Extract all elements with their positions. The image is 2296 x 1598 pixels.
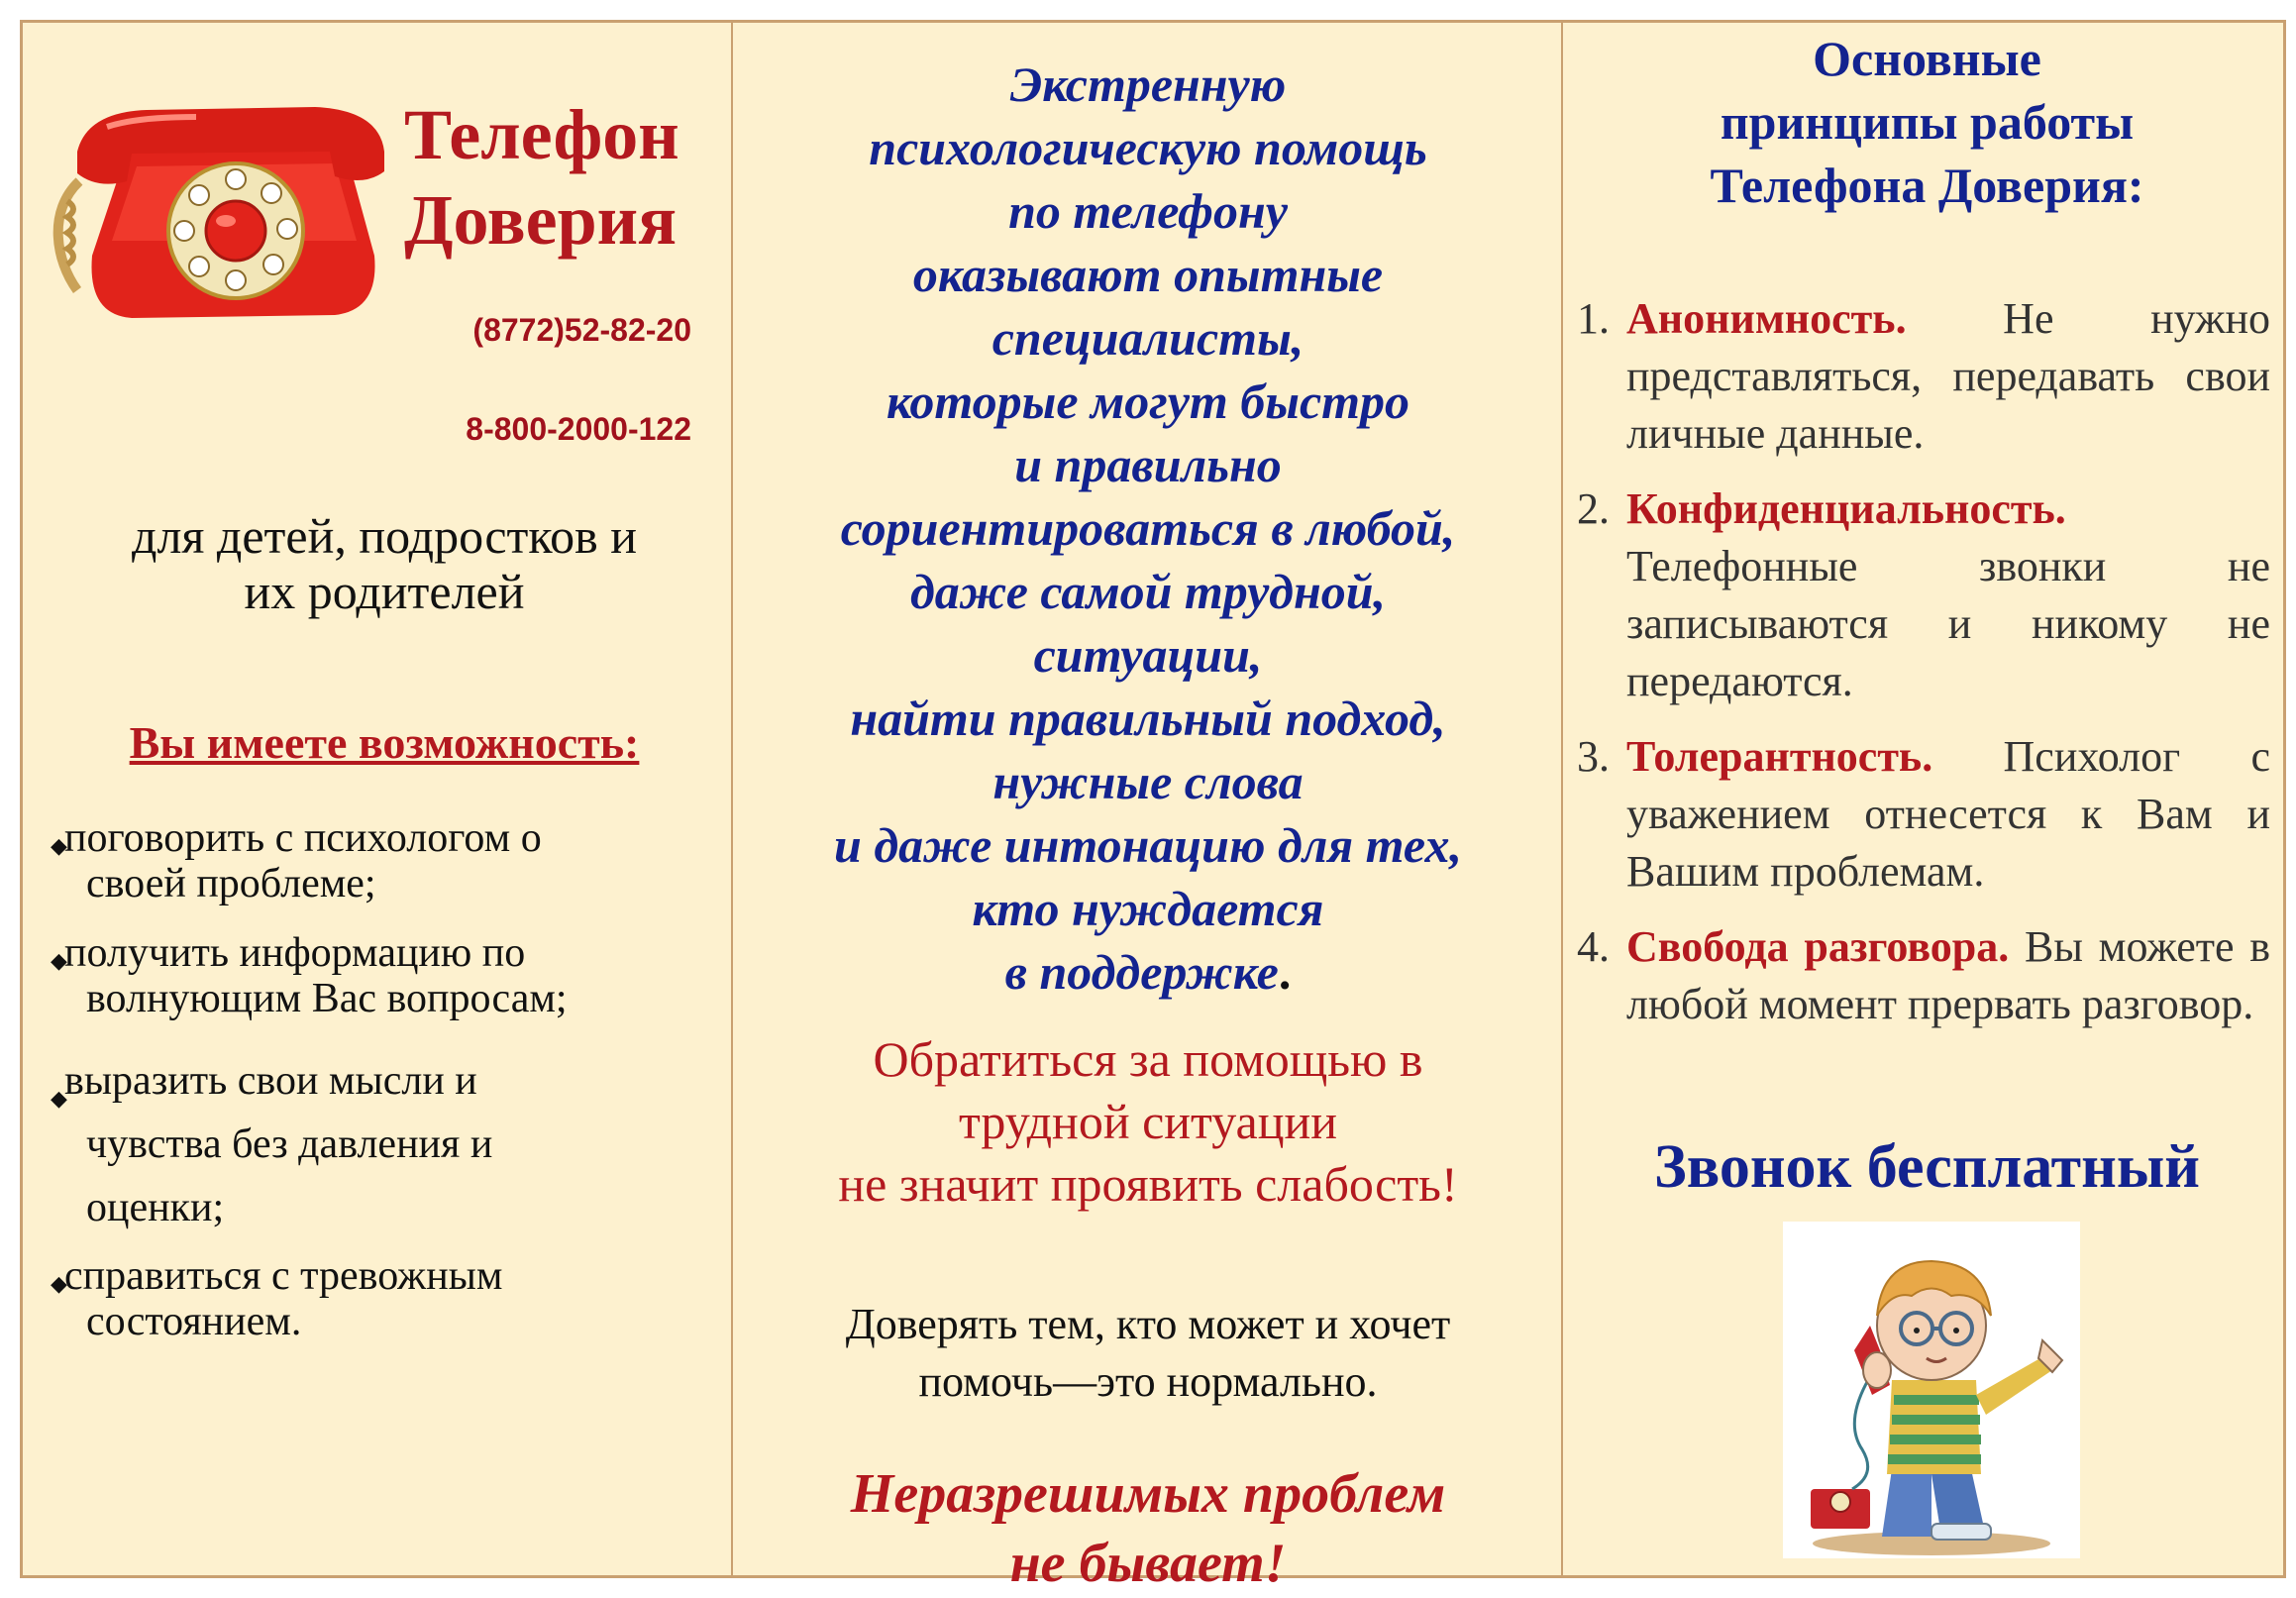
- list-item-line: выразить свои мысли и: [64, 1058, 477, 1104]
- help-line: сориентироваться в любой,: [840, 500, 1456, 556]
- audience-line-2: их родителей: [244, 564, 525, 619]
- heading-line: Основные: [1813, 31, 2041, 86]
- appeal-line: не значит проявить слабость!: [838, 1156, 1458, 1212]
- principle-number: 4.: [1577, 922, 1610, 971]
- principle-term: Свобода разговора.: [1626, 922, 2025, 971]
- principle-number: 3.: [1577, 732, 1610, 781]
- principle-item: [1577, 918, 2270, 1033]
- opportunity-heading: Вы имеете возможность:: [129, 717, 640, 768]
- principle-term: Толерантность.: [1626, 732, 2004, 781]
- help-line: которые могут быстро: [886, 373, 1410, 429]
- help-line: кто нуждается: [972, 881, 1324, 936]
- trust-line: помочь—это нормально.: [918, 1357, 1378, 1406]
- audience-line-1: для детей, подростков и: [132, 508, 637, 564]
- list-item-line: поговорить с психологом о: [64, 815, 542, 861]
- principle-term: Анонимность.: [1626, 294, 2004, 343]
- principles-heading: [1563, 27, 2291, 217]
- help-line: психологическую помощь: [869, 120, 1427, 175]
- right-panel: [1561, 23, 2289, 1575]
- help-line: и правильно: [1014, 437, 1282, 492]
- help-line: в поддержке: [1004, 944, 1279, 1000]
- help-line-last: [743, 940, 1553, 1004]
- list-item-line: состоянием.: [86, 1299, 302, 1344]
- list-item: [37, 1253, 720, 1344]
- appeal-line: Обратиться за помощью в: [873, 1031, 1423, 1087]
- slogan-line: Неразрешимых проблем: [850, 1463, 1446, 1525]
- final-dot: .: [1278, 944, 1292, 1000]
- hotline-title: [404, 92, 721, 263]
- list-item-line: справиться с тревожным: [64, 1253, 503, 1299]
- list-item: [37, 930, 720, 1021]
- principle-number: 2.: [1577, 484, 1610, 533]
- trust-line: Доверять тем, кто может и хочет: [845, 1300, 1451, 1348]
- diamond-bullet-icon: ◆: [51, 833, 67, 858]
- slogan-line: не бывает!: [1009, 1533, 1287, 1594]
- diamond-bullet-icon: ◆: [51, 948, 67, 973]
- list-item-line: получить информацию по: [64, 930, 526, 976]
- appeal-line: трудной ситуации: [958, 1094, 1338, 1149]
- help-line: оказывают опытные: [912, 247, 1384, 302]
- list-item: [37, 1049, 720, 1239]
- free-call-label: Звонок бесплатный: [1654, 1133, 2200, 1201]
- red-rotary-phone-icon: [38, 92, 394, 340]
- principles-list: [1577, 290, 2270, 1051]
- left-panel: [23, 23, 731, 1575]
- diamond-bullet-icon: ◆: [51, 1271, 67, 1296]
- list-item-line: волнующим Вас вопросам;: [86, 976, 568, 1021]
- principle-text: Не нужно представляться, передавать свои личные данные.: [1626, 294, 2270, 458]
- brochure: [20, 20, 2286, 1594]
- principle-item: [1577, 728, 2270, 901]
- no-problems-slogan: [743, 1459, 1553, 1598]
- middle-panel: [731, 23, 1561, 1594]
- opportunity-list: [37, 815, 720, 1344]
- help-line: нужные слова: [992, 754, 1304, 809]
- title-line-1: Телефон: [404, 95, 679, 174]
- principle-item: [1577, 480, 2270, 710]
- phone-number-local: (8772)52-82-20: [472, 312, 691, 348]
- help-line: найти правильный подход,: [850, 691, 1446, 746]
- list-item-line: своей проблеме;: [86, 861, 376, 906]
- help-line: по телефону: [1008, 183, 1288, 239]
- diamond-bullet-icon: ◆: [51, 1086, 67, 1111]
- audience-text: [52, 508, 716, 619]
- principle-text: Психолог с уважением отнесется к Вам и Вашим проблемам.: [1626, 732, 2270, 896]
- help-line: Экстренную: [1009, 56, 1287, 112]
- list-item: [37, 815, 720, 906]
- list-item-line: чувства без давления и: [86, 1121, 493, 1167]
- principle-text: Вы можете в любой момент прервать разговор.: [1626, 922, 2270, 1028]
- principle-text: Телефонные звонки не записываются и никому не передаются.: [1626, 542, 2270, 705]
- help-line: ситуации,: [1033, 627, 1263, 683]
- trust-text: [743, 1296, 1553, 1411]
- help-line: специалисты,: [991, 310, 1305, 366]
- list-item-line: оценки;: [86, 1185, 225, 1230]
- heading-line: Телефона Доверия:: [1710, 158, 2144, 213]
- phone-number-free: 8-800-2000-122: [466, 411, 691, 447]
- heading-line: принципы работы: [1720, 94, 2135, 150]
- title-line-2: Доверия: [404, 180, 678, 260]
- principle-number: 1.: [1577, 294, 1610, 343]
- appeal-text: [743, 1028, 1553, 1216]
- help-line: даже самой трудной,: [909, 564, 1387, 619]
- principle-term: Конфиденциальность.: [1626, 484, 2066, 533]
- boy-on-phone-illustration-icon: [1783, 1222, 2080, 1558]
- help-line: и даже интонацию для тех,: [834, 817, 1462, 873]
- principle-item: [1577, 290, 2270, 463]
- help-description: [743, 53, 1553, 1004]
